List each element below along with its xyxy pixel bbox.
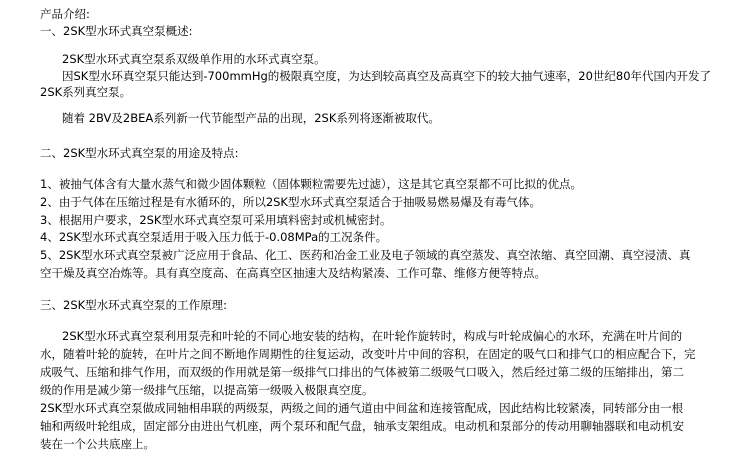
section-3-line-2: 水，随着叶轮的旋转，在叶片之间不断地作周期性的往复运动，改变叶片中间的容积，在固定的吸气口和排气口的相应配合下，完 <box>40 347 696 361</box>
section-3-line-1: 2SK型水环式真空泵利用泵壳和叶轮的不同心地安装的结构，在叶轮作旋转时，构成与叶轮成偏心的水环，充满在叶片间的 <box>62 329 683 343</box>
section-2-heading: 二、2SK型水环式真空泵的用途及特点: <box>40 146 239 160</box>
section-3-heading: 三、2SK型水环式真空泵的工作原理: <box>40 298 228 312</box>
section-3-line-7: 装在一个公共底座上。 <box>40 437 155 451</box>
section-3-line-6: 轴和两级叶轮组成，固定部分由进出气机座，两个泵环和配气盘，轴承支架组成。电动机和泵部分的传动用聊轴器联和电动机安 <box>40 419 684 433</box>
section-2-item-3: 3、根据用户要求，2SK型水环式真空泵可采用填料密封或机械密封。 <box>40 213 392 227</box>
section-2-item-2: 2、由于气体在压缩过程是有水循环的，所以2SK型水环式真空泵适合于抽吸易燃易爆及有毒气体。 <box>40 195 541 209</box>
section-1-paragraph-2-line-1: 因SK型水环真空泵只能达到-700mmHg的极限真空度，为达到较高真空及高真空下的较大抽气速率，20世纪80年代国内开发了 <box>62 69 712 83</box>
section-3-line-4: 级的作用是减少第一级排气压缩，以提高第一级吸入极限真空度。 <box>40 383 374 397</box>
section-2-item-1: 1、被抽气体含有大量水蒸气和微少固体颗粒（固体颗粒需要先过滤），这是其它真空泵都不可比拟的优点。 <box>40 177 583 191</box>
section-1-paragraph-2-line-2: 2SK系列真空泵。 <box>40 85 132 99</box>
section-3-line-3: 成吸气、压缩和排气作用，而双级的作用就是第一级排气口排出的气体被第二级吸气口吸入，然后经过第二级的压缩排出，第二 <box>40 365 684 379</box>
section-1-heading: 一、2SK型水环式真空泵概述: <box>40 24 193 38</box>
doc-title: 产品介绍: <box>40 7 90 21</box>
section-1-paragraph-3: 随着 2BV及2BEA系列新一代节能型产品的出现，2SK系列将逐渐被取代。 <box>62 111 440 125</box>
section-2-item-5-line-2: 空干燥及真空冶炼等。具有真空度高、在高真空区抽速大及结构紧凑、工作可靠、维修方便等特点。 <box>40 266 546 280</box>
section-2-item-4: 4、2SK型水环式真空泵适用于吸入压力低于-0.08MPa的工况条件。 <box>40 230 388 244</box>
section-2-item-5-line-1: 5、2SK型水环式真空泵被广泛应用于食品、化工、医药和冶金工业及电子领域的真空蒸发、真空浓缩、真空回潮、真空浸渍、真 <box>40 248 691 262</box>
section-1-paragraph-1: 2SK型水环式真空泵系双级单作用的水环式真空泵。 <box>62 52 326 66</box>
section-3-line-5: 2SK型水环式真空泵做成同轴相串联的两级泵，两级之间的通气道由中间盆和连接管配成，因此结构比较紧凑，同转部分由一根 <box>40 401 684 415</box>
